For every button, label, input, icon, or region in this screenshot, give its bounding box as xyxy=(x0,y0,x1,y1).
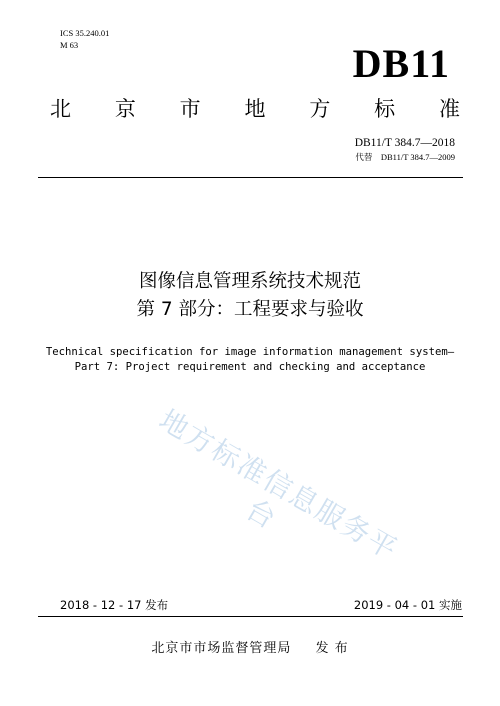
cn-title-line2: 第 7 部分：工程要求与验收 xyxy=(136,299,364,320)
class-code: M 63 xyxy=(60,40,79,50)
title-char: 准 xyxy=(438,97,460,121)
title-char: 地 xyxy=(244,97,266,121)
bottom-divider xyxy=(38,616,463,617)
watermark-text: 地方标准信息服务平台 xyxy=(153,403,404,567)
standard-code: DB11/T 384.7—2018 xyxy=(354,137,455,149)
title-char: 市 xyxy=(179,97,201,121)
title-char: 方 xyxy=(309,97,331,121)
title-char: 京 xyxy=(114,97,136,121)
issuer-line xyxy=(0,640,500,658)
top-divider xyxy=(38,177,463,178)
implementation-date: 2019 - 04 - 01 实施 xyxy=(353,598,462,612)
title-char: 标 xyxy=(374,97,396,121)
ics-code: ICS 35.240.01 xyxy=(60,28,110,38)
standard-type-title xyxy=(50,95,460,123)
db11-logo: DB11 xyxy=(352,41,450,86)
issue-date: 2018 - 12 - 17 发布 xyxy=(60,598,169,612)
replaces-note: 代替 DB11/T 384.7—2009 xyxy=(355,152,455,162)
ics-code-block xyxy=(60,27,109,51)
title-char: 北 xyxy=(50,97,71,121)
en-title-line2: Part 7: Project requirement and checking and acceptance xyxy=(74,361,426,373)
en-title-line1: Technical specification for image information management system— xyxy=(45,346,455,358)
issuer-name: 北京市市场监督管理局 xyxy=(151,641,292,656)
cn-title-line1: 图像信息管理系统技术规范 xyxy=(138,271,361,292)
issuer-action: 发 布 xyxy=(315,641,349,656)
